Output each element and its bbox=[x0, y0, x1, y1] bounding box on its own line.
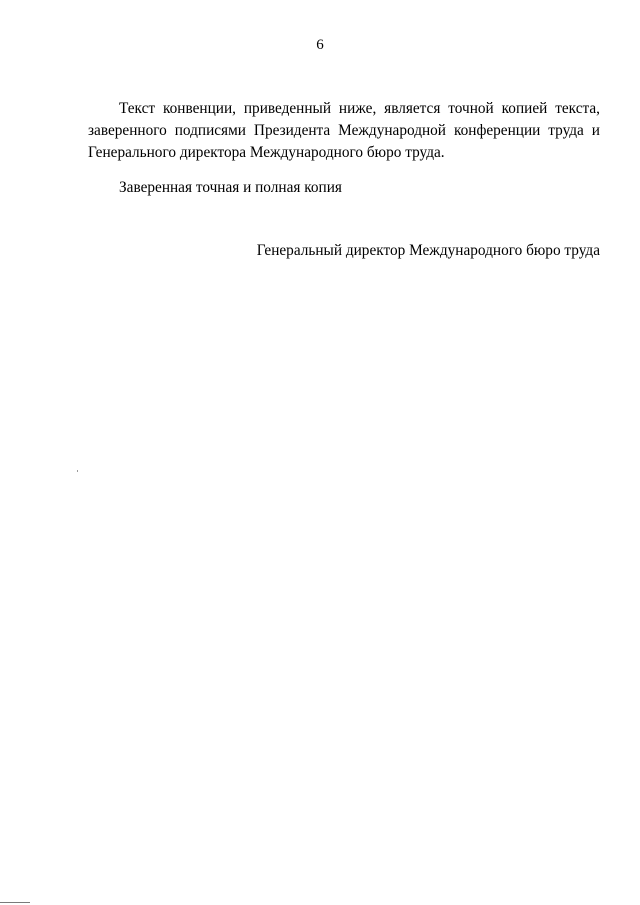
convention-text-statement: Текст конвенции, приведенный ниже, является точной копией текста, заверенного подписями Президента Международной конференции труда и Генерального директора Международного бюро труда. bbox=[88, 100, 600, 161]
page-number: 6 bbox=[316, 37, 324, 53]
scan-edge-line bbox=[0, 902, 30, 903]
certified-copy-label: Заверенная точная и полная копия bbox=[119, 179, 342, 196]
signatory-title: Генеральный директор Международного бюро труда bbox=[256, 242, 600, 259]
scan-artifact-speck bbox=[77, 470, 78, 472]
